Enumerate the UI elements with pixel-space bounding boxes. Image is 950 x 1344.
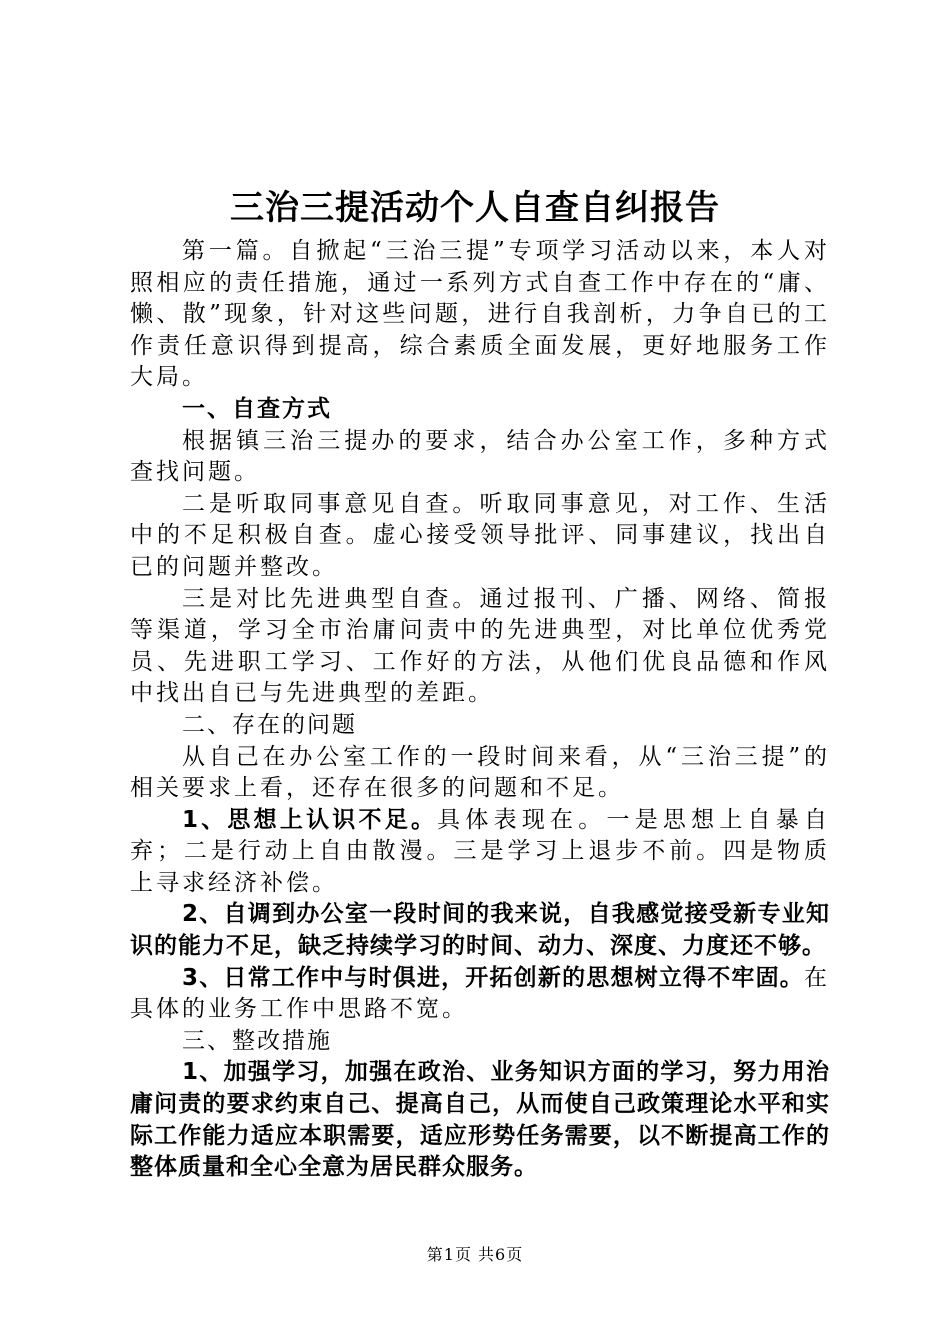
document-body bbox=[130, 236, 830, 1184]
problem-3-detail: 在具体的业务工作中思路不宽。 bbox=[130, 964, 830, 1023]
paragraph-colleague-opinions: 二是听取同事意见自查。听取同事意见，对工作、生活中的不足积极自查。虚心接受领导批评、同事建议，找出自已的问题并整改。 bbox=[130, 490, 830, 580]
paragraph-measure-1: 1、加强学习，加强在政治、业务知识方面的学习，努力用治庸问责的要求约束自己、提高自己，从而使自己政策理论水平和实际工作能力适应本职需要，适应形势任务需要，以不断提高工作的整体质量和全心全意为居民群众服务。 bbox=[130, 1059, 830, 1181]
intro-paragraph: 第一篇。自掀起“三治三提”专项学习活动以来，本人对照相应的责任措施，通过一系列方式自查工作中存在的“庸、懒、散”现象，针对这些问题，进行自我剖析，力争自已的工作责任意识得到提高，综合素质全面发展，更好地服务工作大局。 bbox=[130, 238, 830, 391]
problem-3-lead: 3、日常工作中与时俱进，开拓创新的思想树立得不牢固。 bbox=[182, 964, 804, 991]
problem-1-detail: 具体表现在。一是思想上自暴自弃；二是行动上自由散漫。三是学习上退步不前。四是物质上寻求经济补偿。 bbox=[130, 806, 830, 896]
page-footer: 第1页 共6页 bbox=[426, 1245, 524, 1264]
paragraph-problem-3 bbox=[130, 963, 830, 1026]
section-heading-existing-problems: 二、存在的问题 bbox=[182, 711, 357, 738]
section-heading-rectification: 三、整改措施 bbox=[182, 1027, 332, 1054]
problem-1-lead: 1、思想上认识不足。 bbox=[182, 806, 438, 833]
paragraph-problems-overview: 从自己在办公室工作的一段时间来看，从“三治三提”的相关要求上看，还存在很多的问题和不足。 bbox=[130, 743, 830, 802]
document-title: 三治三提活动个人自查自纠报告 bbox=[230, 188, 720, 228]
paragraph-advanced-examples: 三是对比先进典型自查。通过报刊、广播、网络、简报等渠道，学习全市治庸问责中的先进典型，对比单位优秀党员、先进职工学习、工作好的方法，从他们优良品德和作风中找出自已与先进典型的差距。 bbox=[130, 585, 830, 707]
paragraph-problem-2: 2、自调到办公室一段时间的我来说，自我感觉接受新专业知识的能力不足，缺乏持续学习的时间、动力、深度、力度还不够。 bbox=[130, 901, 830, 960]
paragraph-find-problems: 根据镇三治三提办的要求，结合办公室工作，多种方式查找问题。 bbox=[130, 427, 830, 486]
paragraph-problem-1 bbox=[130, 805, 830, 900]
section-heading-self-check-methods: 一、自查方式 bbox=[182, 395, 332, 422]
